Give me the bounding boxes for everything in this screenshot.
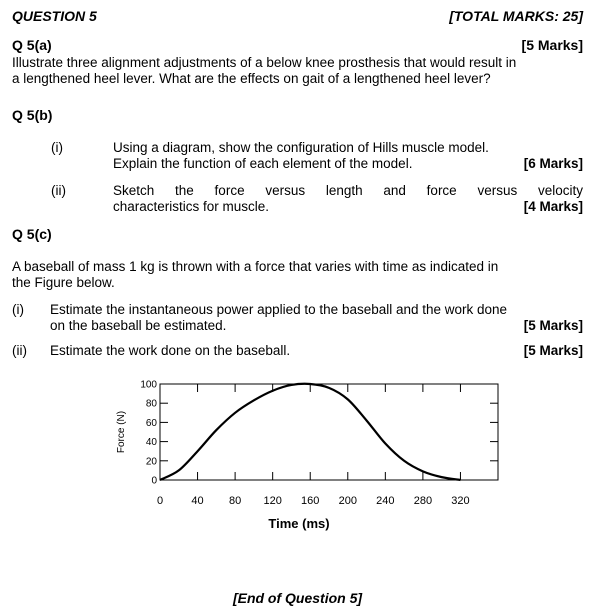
x-tick-label: 320 (451, 495, 470, 507)
q5c-item-num: (i) (12, 302, 24, 317)
q5b-item-num: (i) (51, 140, 63, 155)
force-curve (160, 384, 460, 480)
y-tick-label: 80 (145, 398, 157, 410)
q5b-item-text: Using a diagram, show the configuration of Hills muscle model. Explain the function of each element of the model. [6 Marks] (113, 140, 583, 171)
y-tick-label: 60 (145, 417, 157, 429)
q5c-item-marks: [5 Marks] (523, 318, 583, 333)
q5a-label: Q 5(a) (12, 37, 52, 53)
q5c-item-num: (ii) (12, 343, 27, 358)
q5b-item-marks: [4 Marks] (523, 199, 583, 214)
q5c-item-text: Estimate the instantaneous power applied to the baseball and the work done on the baseball be estimated. [5 Marks] (50, 302, 583, 333)
x-tick-label: 80 (228, 495, 242, 507)
q5b-item-text: Sketch the force versus length and force versus velocity characteristics for muscle. [4 Marks] (113, 183, 583, 214)
y-tick-label: 0 (151, 475, 157, 487)
plot-frame (160, 384, 498, 480)
x-tick-label: 240 (376, 495, 395, 507)
y-axis-label: Force (N) (116, 410, 127, 454)
x-tick-label: 40 (191, 495, 204, 507)
y-tick-label: 40 (145, 437, 157, 449)
x-tick-label: 0 (156, 495, 164, 507)
x-axis-label: Time (ms) (268, 516, 330, 531)
x-tick-label: 200 (338, 495, 357, 507)
q5c-item-text: Estimate the work done on the baseball. [5 Marks] (50, 343, 583, 358)
q5c-label: Q 5(c) (12, 226, 52, 242)
q5b-item-num: (ii) (51, 183, 66, 198)
total-marks: [TOTAL MARKS: 25] (449, 8, 583, 24)
q5c-intro: A baseball of mass 1 kg is thrown with a force that varies with time as indicated in the Figure below. (12, 259, 499, 290)
q5c-item-marks: [5 Marks] (523, 343, 583, 358)
question-title: QUESTION 5 (12, 8, 97, 24)
q5a-marks: [5 Marks] (521, 37, 583, 53)
force-time-chart (110, 372, 510, 542)
q5a-text: Illustrate three alignment adjustments of a below knee prosthesis that would result in a lengthened heel lever. What are the effects on gait of a lengthened heel lever? (12, 55, 517, 86)
q5b-item-marks: [6 Marks] (523, 156, 583, 171)
end-of-question: [End of Question 5] (232, 590, 363, 606)
x-tick-label: 280 (413, 495, 433, 507)
y-tick-label: 100 (140, 379, 157, 391)
x-tick-label: 120 (263, 495, 282, 507)
q5b-label: Q 5(b) (12, 107, 53, 123)
y-tick-label: 20 (145, 456, 157, 468)
x-tick-label: 160 (301, 495, 320, 507)
